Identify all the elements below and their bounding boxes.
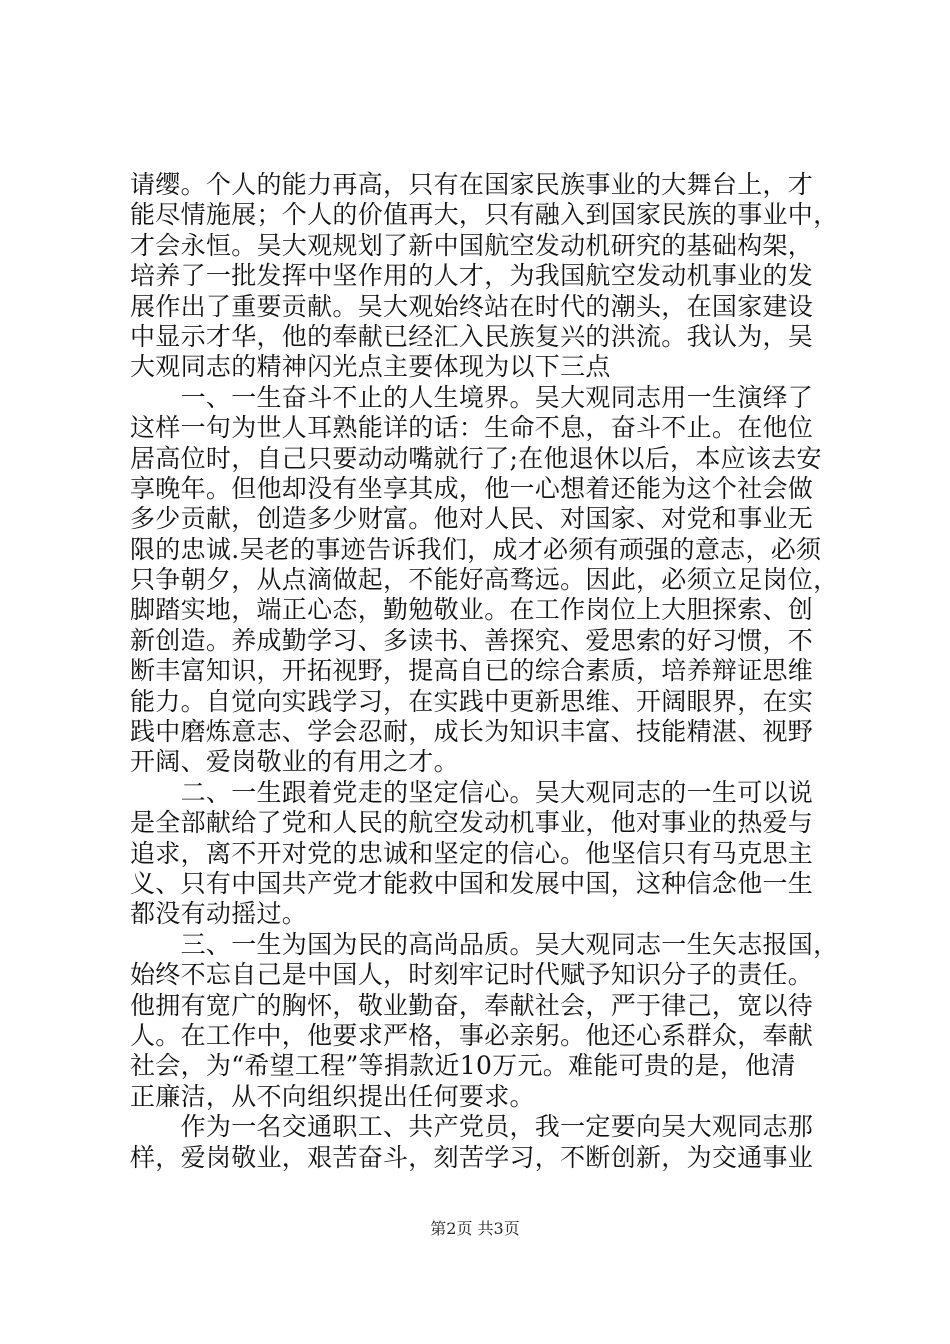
text-line: 限的忠诚.吴老的事迹告诉我们，成才必须有顽强的意志，必须: [130, 534, 822, 564]
body-text: [130, 170, 850, 1173]
text-line: 践中磨炼意志、学会忍耐，成长为知识丰富、技能精湛、视野: [130, 717, 814, 747]
text-line: 二、一生跟着党走的坚定信心。吴大观同志的一生可以说: [130, 777, 814, 807]
text-line: 能尽情施展；个人的价值再大，只有融入到国家民族的事业中，: [130, 200, 839, 230]
text-line: 才会永恒。吴大观规划了新中国航空发动机研究的基础构架，: [130, 230, 814, 260]
text-line: 是全部献给了党和人民的航空发动机事业，他对事业的热爱与: [130, 808, 814, 838]
text-line: 居高位时，自己只要动动嘴就行了;在他退休以后，本应该去安: [130, 443, 822, 473]
text-line: 人。在工作中，他要求严格，事必亲躬。他还心系群众，奉献: [130, 1020, 814, 1050]
text-line: 作为一名交通职工、共产党员，我一定要向吴大观同志那: [130, 1112, 814, 1142]
text-line: 脚踏实地，端正心态，勤勉敬业。在工作岗位上大胆探索、创: [130, 595, 814, 625]
text-line: 开阔、爱岗敬业的有用之才。: [130, 747, 459, 777]
text-line: 这样一句为世人耳熟能详的话：生命不息，奋斗不止。在他位: [130, 413, 814, 443]
text-line: 他拥有宽广的胸怀，敬业勤奋，奉献社会，严于律己，宽以待: [130, 990, 814, 1020]
text-line: 培养了一批发挥中坚作用的人才，为我国航空发动机事业的发: [130, 261, 814, 291]
text-line: 都没有动摇过。: [130, 899, 308, 929]
text-line: 享晚年。但他却没有坐享其成，他一心想着还能为这个社会做: [130, 473, 814, 503]
text-line: 正廉洁，从不向组织提出任何要求。: [130, 1081, 535, 1111]
text-line: 社会，为“希望工程”等捐款近10万元。难能可贵的是，他清: [130, 1051, 796, 1081]
text-line: 义、只有中国共产党才能救中国和发展中国，这种信念他一生: [130, 868, 814, 898]
text-line: 展作出了重要贡献。吴大观始终站在时代的潮头，在国家建设: [130, 291, 814, 321]
text-line: 能力。自觉向实践学习，在实践中更新思维、开阔眼界，在实: [130, 686, 814, 716]
text-line: 三、一生为国为民的高尚品质。吴大观同志一生矢志报国，: [130, 929, 839, 959]
text-line: 一、一生奋斗不止的人生境界。吴大观同志用一生演绎了: [130, 382, 814, 412]
page-footer: [0, 1219, 950, 1239]
text-line: 追求，离不开对党的忠诚和坚定的信心。他坚信只有马克思主: [130, 838, 814, 868]
text-line: 始终不忘自己是中国人，时刻牢记时代赋予知识分子的责任。: [130, 960, 814, 990]
text-line: 多少贡献，创造多少财富。他对人民、对国家、对党和事业无: [130, 504, 814, 534]
text-line: 大观同志的精神闪光点主要体现为以下三点: [130, 352, 611, 382]
page-number-label: 第2页 共3页: [430, 1219, 520, 1238]
text-line: 中显示才华，他的奉献已经汇入民族复兴的洪流。我认为，吴: [130, 321, 814, 351]
text-line: 断丰富知识，开拓视野，提高自已的综合素质，培养辩证思维: [130, 656, 814, 686]
text-line: 只争朝夕，从点滴做起，不能好高骛远。因此，必须立足岗位，: [130, 565, 839, 595]
text-line: 新创造。养成勤学习、多读书、善探究、爱思索的好习惯，不: [130, 625, 814, 655]
text-line: 请缨。个人的能力再高，只有在国家民族事业的大舞台上，才: [130, 170, 814, 199]
text-line: 样，爱岗敬业，艰苦奋斗，刻苦学习，不断创新，为交通事业: [130, 1142, 814, 1172]
